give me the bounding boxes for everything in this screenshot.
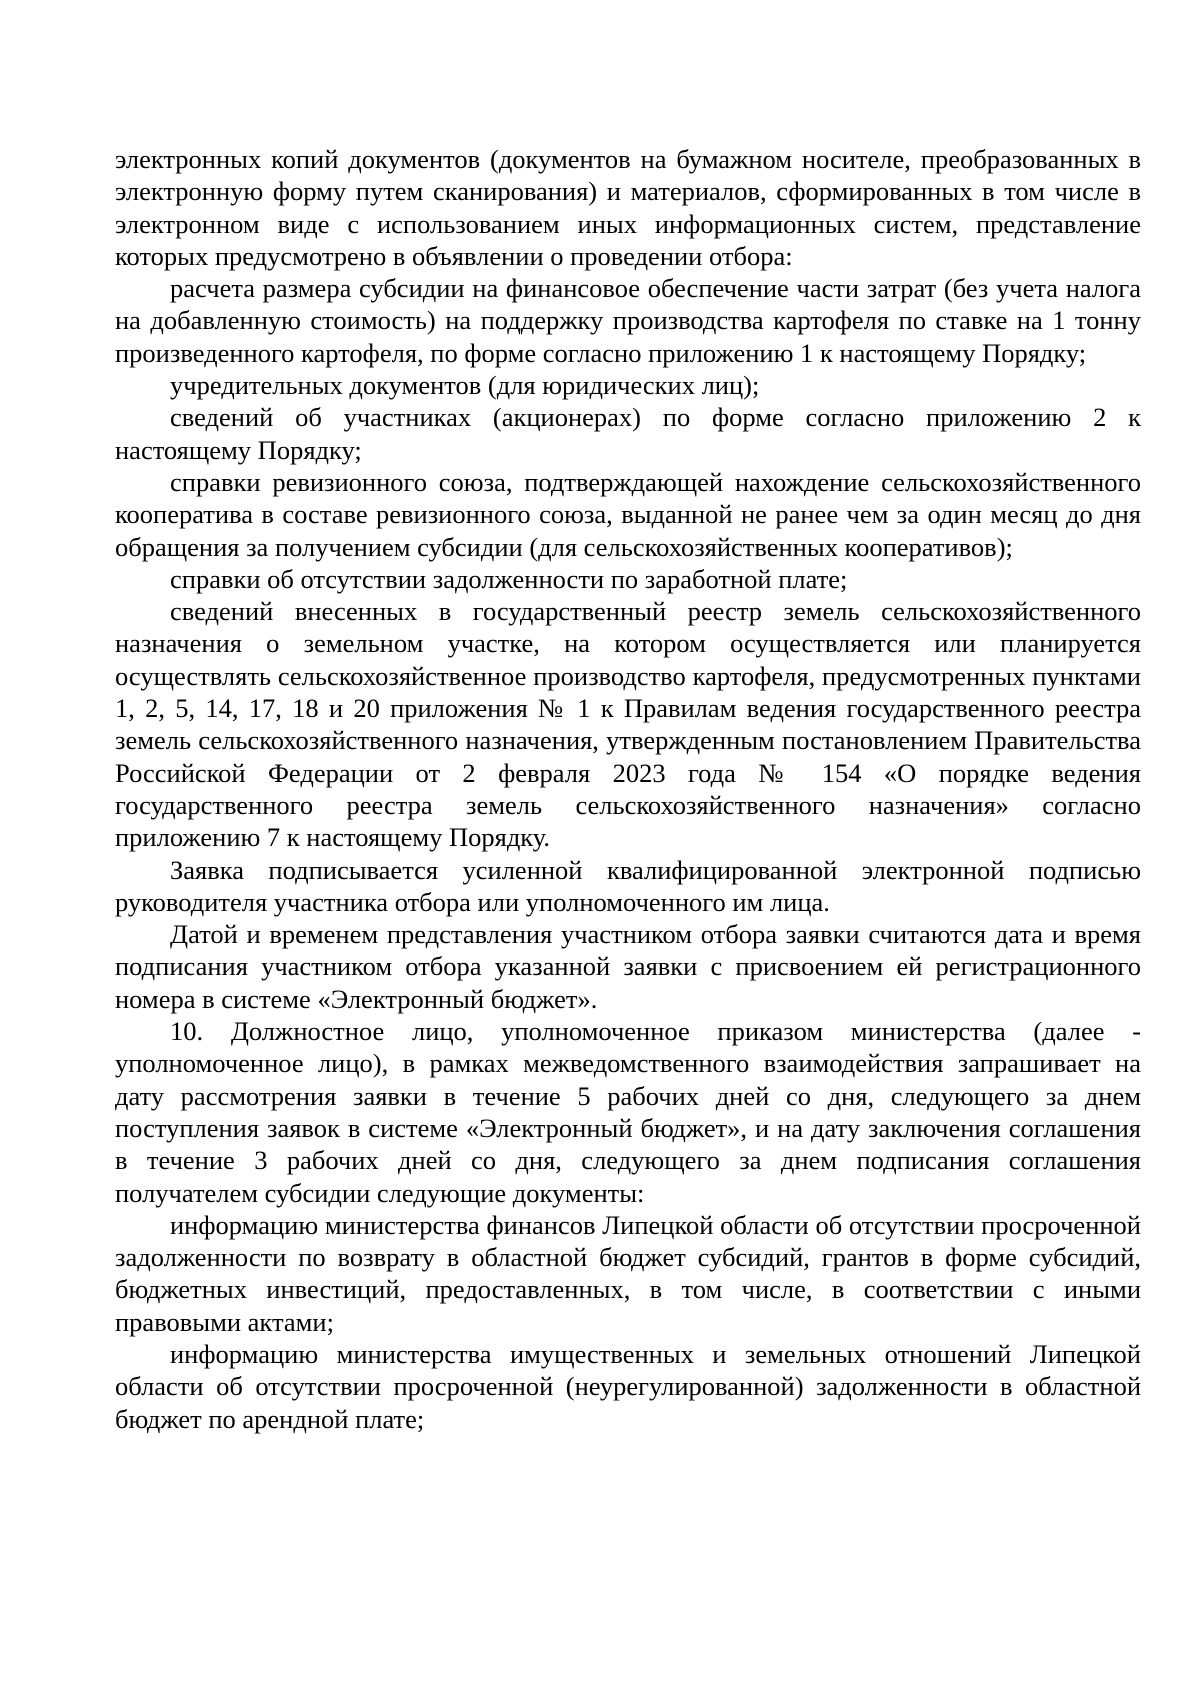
paragraph-no-wage-debt: справки об отсутствии задолженности по заработной плате; (170, 563, 848, 594)
paragraph-founding-documents: учредительных документов (для юридических лиц); (170, 370, 760, 401)
paragraph-item-10: 10. Должностное лицо, уполномоченное приказом министерства (далее - уполномоченное лицо), в рамках межведомственного взаимодействия запрашивает на дату рассмотрения заявки в течение 5 рабочих дней со дня, следующего за днем поступления заявок в системе «Электронный бюджет», и на дату заключения соглашения в течение 3 рабочих дней со дня, следующего за днем подписания соглашения получателем субсидии следующие документы: (115, 1016, 1141, 1208)
paragraph-submission-date: Датой и временем представления участником отбора заявки считаются дата и время подписания участником отбора указанной заявки с присвоением ей регистрационного номера в системе «Электронный бюджет». (115, 919, 1141, 1014)
paragraph-land-registry-info: сведений внесенных в государственный реестр земель сельскохозяйственного назначения о земельном участке, на котором осуществляется или планируется осуществлять сельскохозяйственное производство картофеля, предусмотренных пунктами 1, 2, 5, 14, 17, 18 и 20 приложения № 1 к Правилам ведения государственного реестра земель сельскохозяйственного назначения, утвержденным постановлением Правительства Российской Федерации от 2 февраля 2023 года № 154 «О порядке ведения государственного реестра земель сельскохозяйственного назначения» согласно приложению 7 к настоящему Порядку. (115, 596, 1141, 853)
paragraph-property-ministry-info: информацию министерства имущественных и земельных отношений Липецкой области об отсутствии просроченной (неурегулированной) задолженности в областной бюджет по арендной плате; (115, 1338, 1141, 1434)
paragraph-electronic-copies: электронных копий документов (документов на бумажном носителе, преобразованных в электронную форму путем сканирования) и материалов, сформированных в том числе в электронном виде с использованием иных информационных систем, представление которых предусмотрено в объявлении о проведении отбора: (115, 144, 1141, 271)
document-page (115, 143, 1141, 1435)
paragraph-shareholders-info: сведений об участниках (акционерах) по форме согласно приложению 2 к настоящему Порядку; (115, 402, 1141, 465)
paragraph-subsidy-calculation: расчета размера субсидии на финансовое обеспечение части затрат (без учета налога на добавленную стоимость) на поддержку производства картофеля по ставке на 1 тонну произведенного картофеля, по форме согласно приложению 1 к настоящему Порядку; (115, 273, 1141, 368)
paragraph-finance-ministry-info: информацию министерства финансов Липецкой области об отсутствии просроченной задолженности по возврату в областной бюджет субсидий, грантов в форме субсидий, бюджетных инвестиций, предоставленных, в том числе, в соответствии с иными правовыми актами; (115, 1209, 1141, 1337)
paragraph-electronic-signature: Заявка подписывается усиленной квалифицированной электронной подписью руководителя участника отбора или уполномоченного им лица. (115, 854, 1141, 917)
paragraph-audit-union-certificate: справки ревизионного союза, подтверждающей нахождение сельскохозяйственного кооператива в составе ревизионного союза, выданной не ранее чем за один месяц до дня обращения за получением субсидии (для сельскохозяйственных кооперативов); (115, 466, 1141, 562)
